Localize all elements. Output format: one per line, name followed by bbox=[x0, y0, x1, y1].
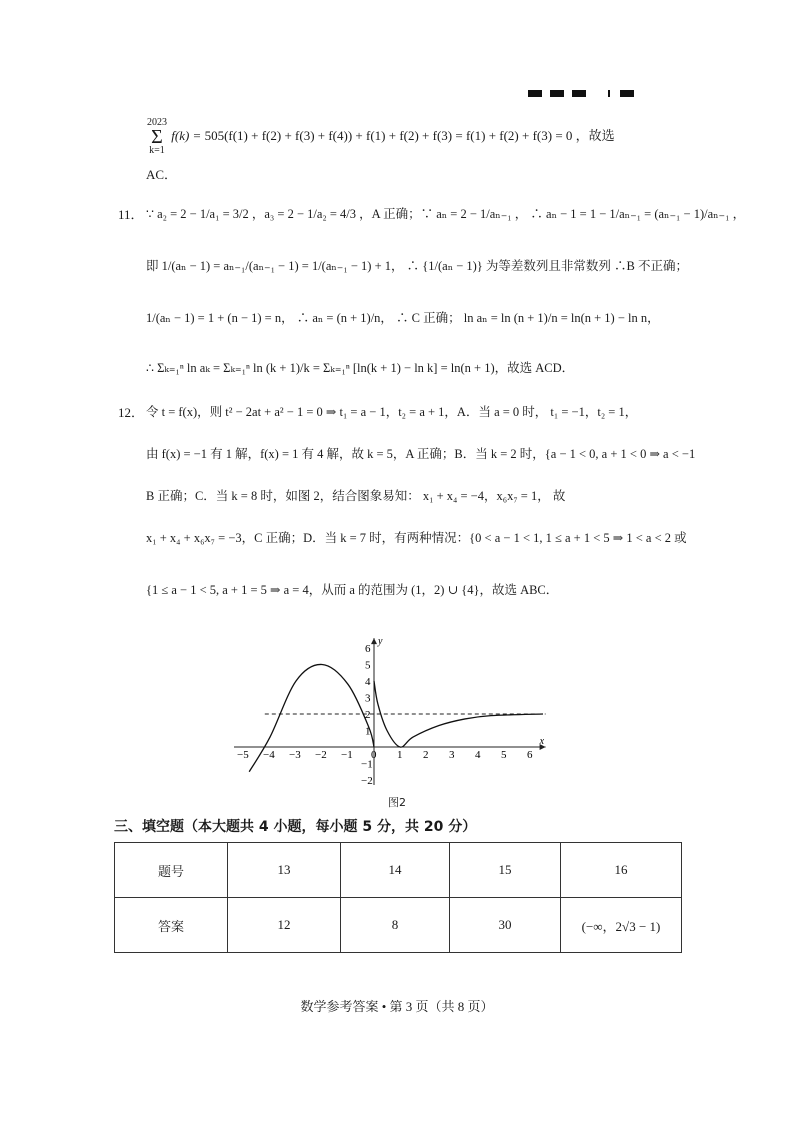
table-cell: 答案 bbox=[115, 898, 228, 953]
answer-table bbox=[114, 842, 682, 953]
figure-caption: 图2 bbox=[388, 796, 406, 809]
q10-answer: AC． bbox=[146, 167, 178, 182]
y-axis-label: y bbox=[378, 636, 383, 648]
x-tick-label: 6 bbox=[527, 749, 533, 761]
table-cell: 15 bbox=[450, 843, 561, 898]
figure-2-graph bbox=[234, 620, 564, 790]
sum-symbol: 2023 Σ k=1 bbox=[147, 117, 167, 156]
section-3-title: 三、填空题（本大题共 4 小题，每小题 5 分，共 20 分） bbox=[114, 819, 477, 835]
y-tick-label: 3 bbox=[365, 692, 371, 705]
q11-line-4: ∴ Σₖ₌₁ⁿ ln aₖ = Σₖ₌₁ⁿ ln (k + 1)/k = Σₖ₌₁ⁿ [ln(k + 1) − ln k] = ln(n + 1)，故选 ACD． bbox=[146, 361, 575, 375]
x-tick-label: −3 bbox=[289, 749, 301, 761]
x-tick-label: 2 bbox=[423, 749, 429, 761]
q11-line-1: ∵ a₂ = 2 − 1/a₁ = 3/2 ，a₃ = 2 − 1/a₂ = 4/3 ，A 正确；∵ aₙ = 2 − 1/aₙ₋₁ ， ∴ aₙ − 1 = 1 − 1/aₙ₋₁ = (aₙ₋₁ − 1)/aₙ₋₁ ， bbox=[146, 207, 746, 221]
q11-line-3: 1/(aₙ − 1) = 1 + (n − 1) = n， ∴ aₙ = (n + 1)/n， ∴ C 正确； ln aₙ = ln (n + 1)/n = ln(n + 1) − ln n， bbox=[146, 311, 660, 325]
table-cell: 16 bbox=[561, 843, 682, 898]
q10-equation: 505(f(1) + f(2) + f(3) + f(4)) + f(1) + f(2) + f(3) = f(1) + f(2) + f(3) = 0 bbox=[204, 127, 573, 143]
x-tick-label: 5 bbox=[501, 749, 507, 761]
q12-line-4: x₁ + x₄ + x₆x₇ = −3，C 正确；D．当 k = 7 时，有两种情况：{0 < a − 1 < 1, 1 ≤ a + 1 < 5 ⇒ 1 < a < 2 或 bbox=[146, 531, 687, 545]
table-row bbox=[115, 898, 682, 953]
table-cell: 8 bbox=[341, 898, 450, 953]
q11-number: 11． bbox=[118, 207, 144, 222]
y-tick-label: −2 bbox=[361, 775, 373, 787]
header-marks bbox=[528, 90, 638, 98]
table-cell: 30 bbox=[450, 898, 561, 953]
x-tick-label: −1 bbox=[341, 749, 353, 761]
q10-sum-body: f(k) = bbox=[171, 127, 202, 143]
q11-line-2: 即 1/(aₙ − 1) = aₙ₋₁/(aₙ₋₁ − 1) = 1/(aₙ₋₁ − 1) + 1， ∴ {1/(aₙ − 1)} 为等差数列且非常数列 ∴B 不正确； bbox=[146, 259, 689, 273]
x-tick-label: 4 bbox=[475, 749, 481, 761]
q10-sum-line bbox=[146, 118, 615, 156]
y-tick-label: −1 bbox=[361, 758, 373, 771]
table-cell: 13 bbox=[228, 843, 341, 898]
x-axis-label: x bbox=[539, 736, 545, 747]
y-tick-label: 2 bbox=[365, 709, 371, 721]
table-cell: 14 bbox=[341, 843, 450, 898]
table-header-row bbox=[115, 843, 682, 898]
x-tick-label: −4 bbox=[263, 749, 275, 761]
y-tick-label: 6 bbox=[365, 643, 371, 655]
y-axis-arrow bbox=[371, 638, 377, 644]
y-tick-label: 1 bbox=[365, 725, 371, 738]
q12-number: 12． bbox=[118, 405, 145, 420]
page-footer: 数学参考答案 • 第 3 页（共 8 页） bbox=[300, 999, 494, 1014]
q12-line-5: {1 ≤ a − 1 < 5, a + 1 = 5 ⇒ a = 4，从而 a 的范围为 (1，2) ∪ {4}，故选 ABC． bbox=[146, 583, 559, 597]
x-tick-label: −2 bbox=[315, 749, 327, 761]
x-tick-label: 3 bbox=[449, 749, 455, 761]
q12-line-3: B 正确；C．当 k = 8 时，如图 2，结合图象易知： x₁ + x₄ = −4，x₆x₇ = 1， 故 bbox=[146, 489, 566, 503]
x-tick-label: 0 bbox=[371, 749, 377, 761]
x-tick-label: −5 bbox=[237, 749, 249, 761]
axes bbox=[234, 636, 546, 785]
q10-choice-lead: ，故选 bbox=[575, 127, 615, 143]
table-cell: 题号 bbox=[115, 843, 228, 898]
table-cell: (−∞，2√3 − 1) bbox=[561, 898, 682, 953]
tick-labels bbox=[237, 643, 533, 787]
y-tick-label: 5 bbox=[365, 659, 371, 672]
y-tick-label: 4 bbox=[365, 676, 371, 688]
q12-line-2: 由 f(x) = −1 有 1 解，f(x) = 1 有 4 解，故 k = 5，A 正确；B．当 k = 2 时，{a − 1 < 0, a + 1 < 0 ⇒ a < −1 bbox=[146, 447, 696, 461]
table-cell: 12 bbox=[228, 898, 341, 953]
x-tick-label: 1 bbox=[397, 749, 403, 761]
q12-line-1: 令 t = f(x)，则 t² − 2at + a² − 1 = 0 ⇒ t₁ = a − 1，t₂ = a + 1，A．当 a = 0 时， t₁ = −1，t₂ = 1， bbox=[146, 405, 638, 419]
